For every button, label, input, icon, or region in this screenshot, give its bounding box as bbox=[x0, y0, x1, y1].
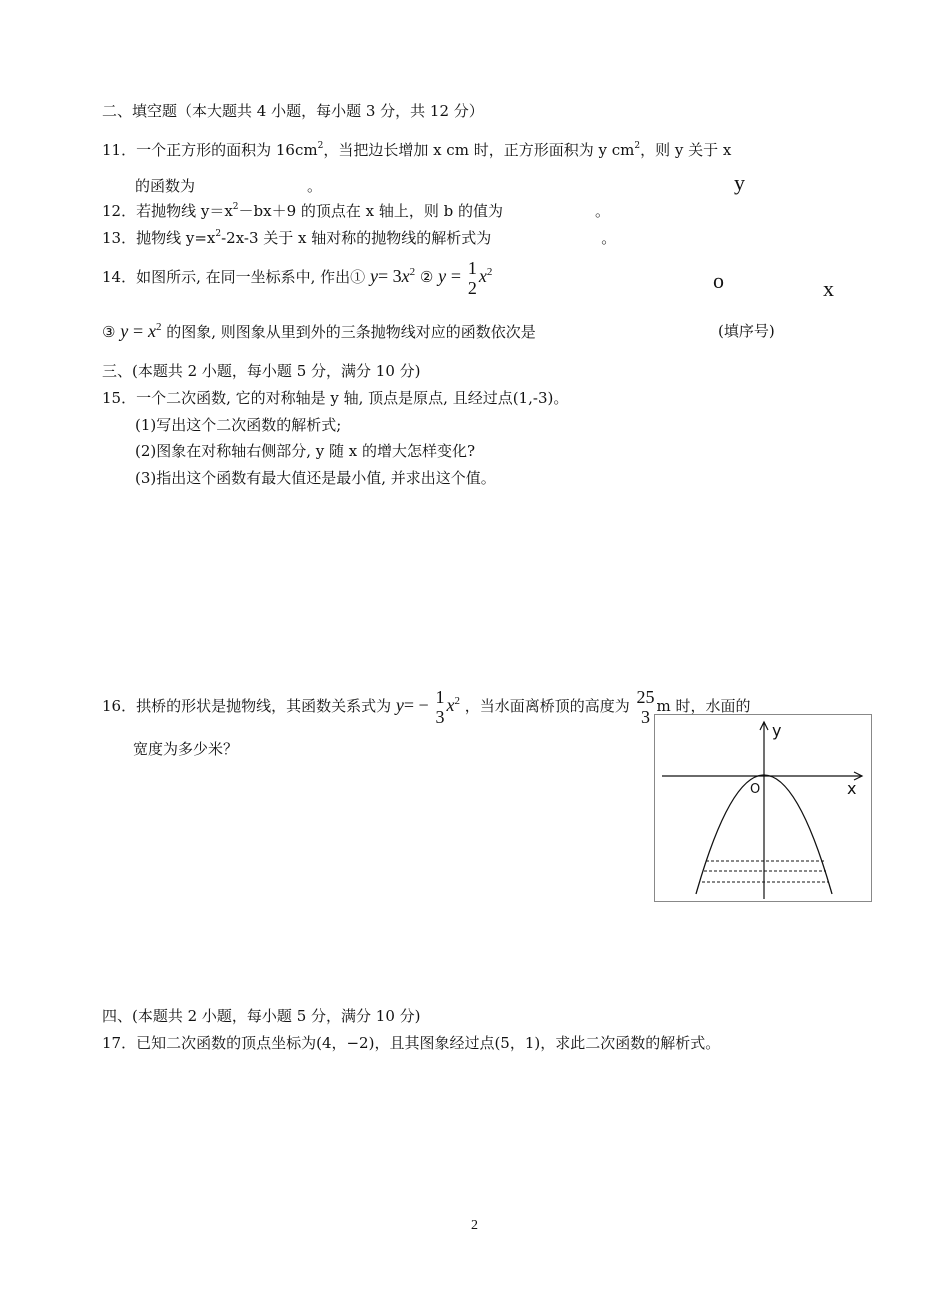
question-14-line-2: ③ $y = x^2$ 的图象, 则图象从里到外的三条抛物线对应的函数依次是 bbox=[102, 321, 536, 341]
question-12: 12．若抛物线 $y=x^2-bx+9$ 的顶点在 x 轴上，则 b 的值为 。 bbox=[102, 202, 611, 220]
question-16-line-1: 16．拱桥的形状是抛物线，其函数关系式为 y= − 1 3 $x^2$ ，当水面离桥顶的高度为 25 3 m 时，水面的 bbox=[102, 687, 751, 727]
question-11-line-1: 11．一个正方形的面积为 $16cm^2$，当把边长增加 x cm 时，正方形面积为 y $cm^2$，则 y 关于 x bbox=[102, 141, 732, 159]
fraction-denominator: 3 bbox=[435, 707, 445, 727]
arch-bridge-figure bbox=[654, 714, 872, 902]
question-15-part-3: (3)指出这个函数有最大值还是最小值, 并求出这个值。 bbox=[135, 469, 496, 487]
fraction-numerator: 1 bbox=[467, 258, 477, 278]
fraction-numerator: 1 bbox=[435, 687, 445, 707]
fig-origin-label: O bbox=[750, 782, 761, 797]
figure-origin-label: o bbox=[713, 268, 724, 293]
question-14-hint: (填序号) bbox=[718, 322, 775, 340]
fraction-denominator: 3 bbox=[641, 707, 651, 727]
figure-y-label: y bbox=[734, 170, 745, 195]
fraction-denominator: 2 bbox=[467, 278, 477, 298]
fig-x-label: x bbox=[847, 779, 857, 798]
figure-frame bbox=[655, 715, 872, 902]
fig-y-label: y bbox=[772, 721, 782, 740]
question-15-part-2: (2)图象在对称轴右侧部分, y 随 x 的增大怎样变化? bbox=[135, 442, 476, 460]
section-3-heading: 三、(本题共 2 小题，每小题 5 分，满分 10 分) bbox=[102, 362, 421, 380]
figure-x-label: x bbox=[823, 276, 834, 301]
section-2-heading: 二、填空题（本大题共 4 小题，每小题 3 分，共 12 分） bbox=[102, 102, 484, 120]
question-11-line-2: 的函数为 。 bbox=[135, 177, 323, 195]
question-13: 13．抛物线 $y=x^2-2x-3$ 关于 x 轴对称的抛物线的解析式为 。 bbox=[102, 229, 617, 247]
question-14-line-1: 14．如图所示, 在同一坐标系中, 作出① $y= 3x^2$ ② y = 1 2 $x^2$ bbox=[102, 258, 493, 298]
question-15-stem: 15．一个二次函数, 它的对称轴是 y 轴, 顶点是原点, 且经过点(1,-3)。 bbox=[102, 389, 569, 407]
question-17: 17．已知二次函数的顶点坐标为(4，−2)，且其图象经过点(5，1)，求此二次函数的解析式。 bbox=[102, 1034, 721, 1052]
question-15-part-1: (1)写出这个二次函数的解析式; bbox=[135, 416, 342, 434]
fraction-numerator: 25 bbox=[636, 687, 655, 707]
question-16-line-2: 宽度为多少米？ bbox=[133, 740, 239, 758]
section-4-heading: 四、(本题共 2 小题，每小题 5 分，满分 10 分) bbox=[102, 1007, 421, 1025]
page-number: 2 bbox=[471, 1218, 478, 1233]
